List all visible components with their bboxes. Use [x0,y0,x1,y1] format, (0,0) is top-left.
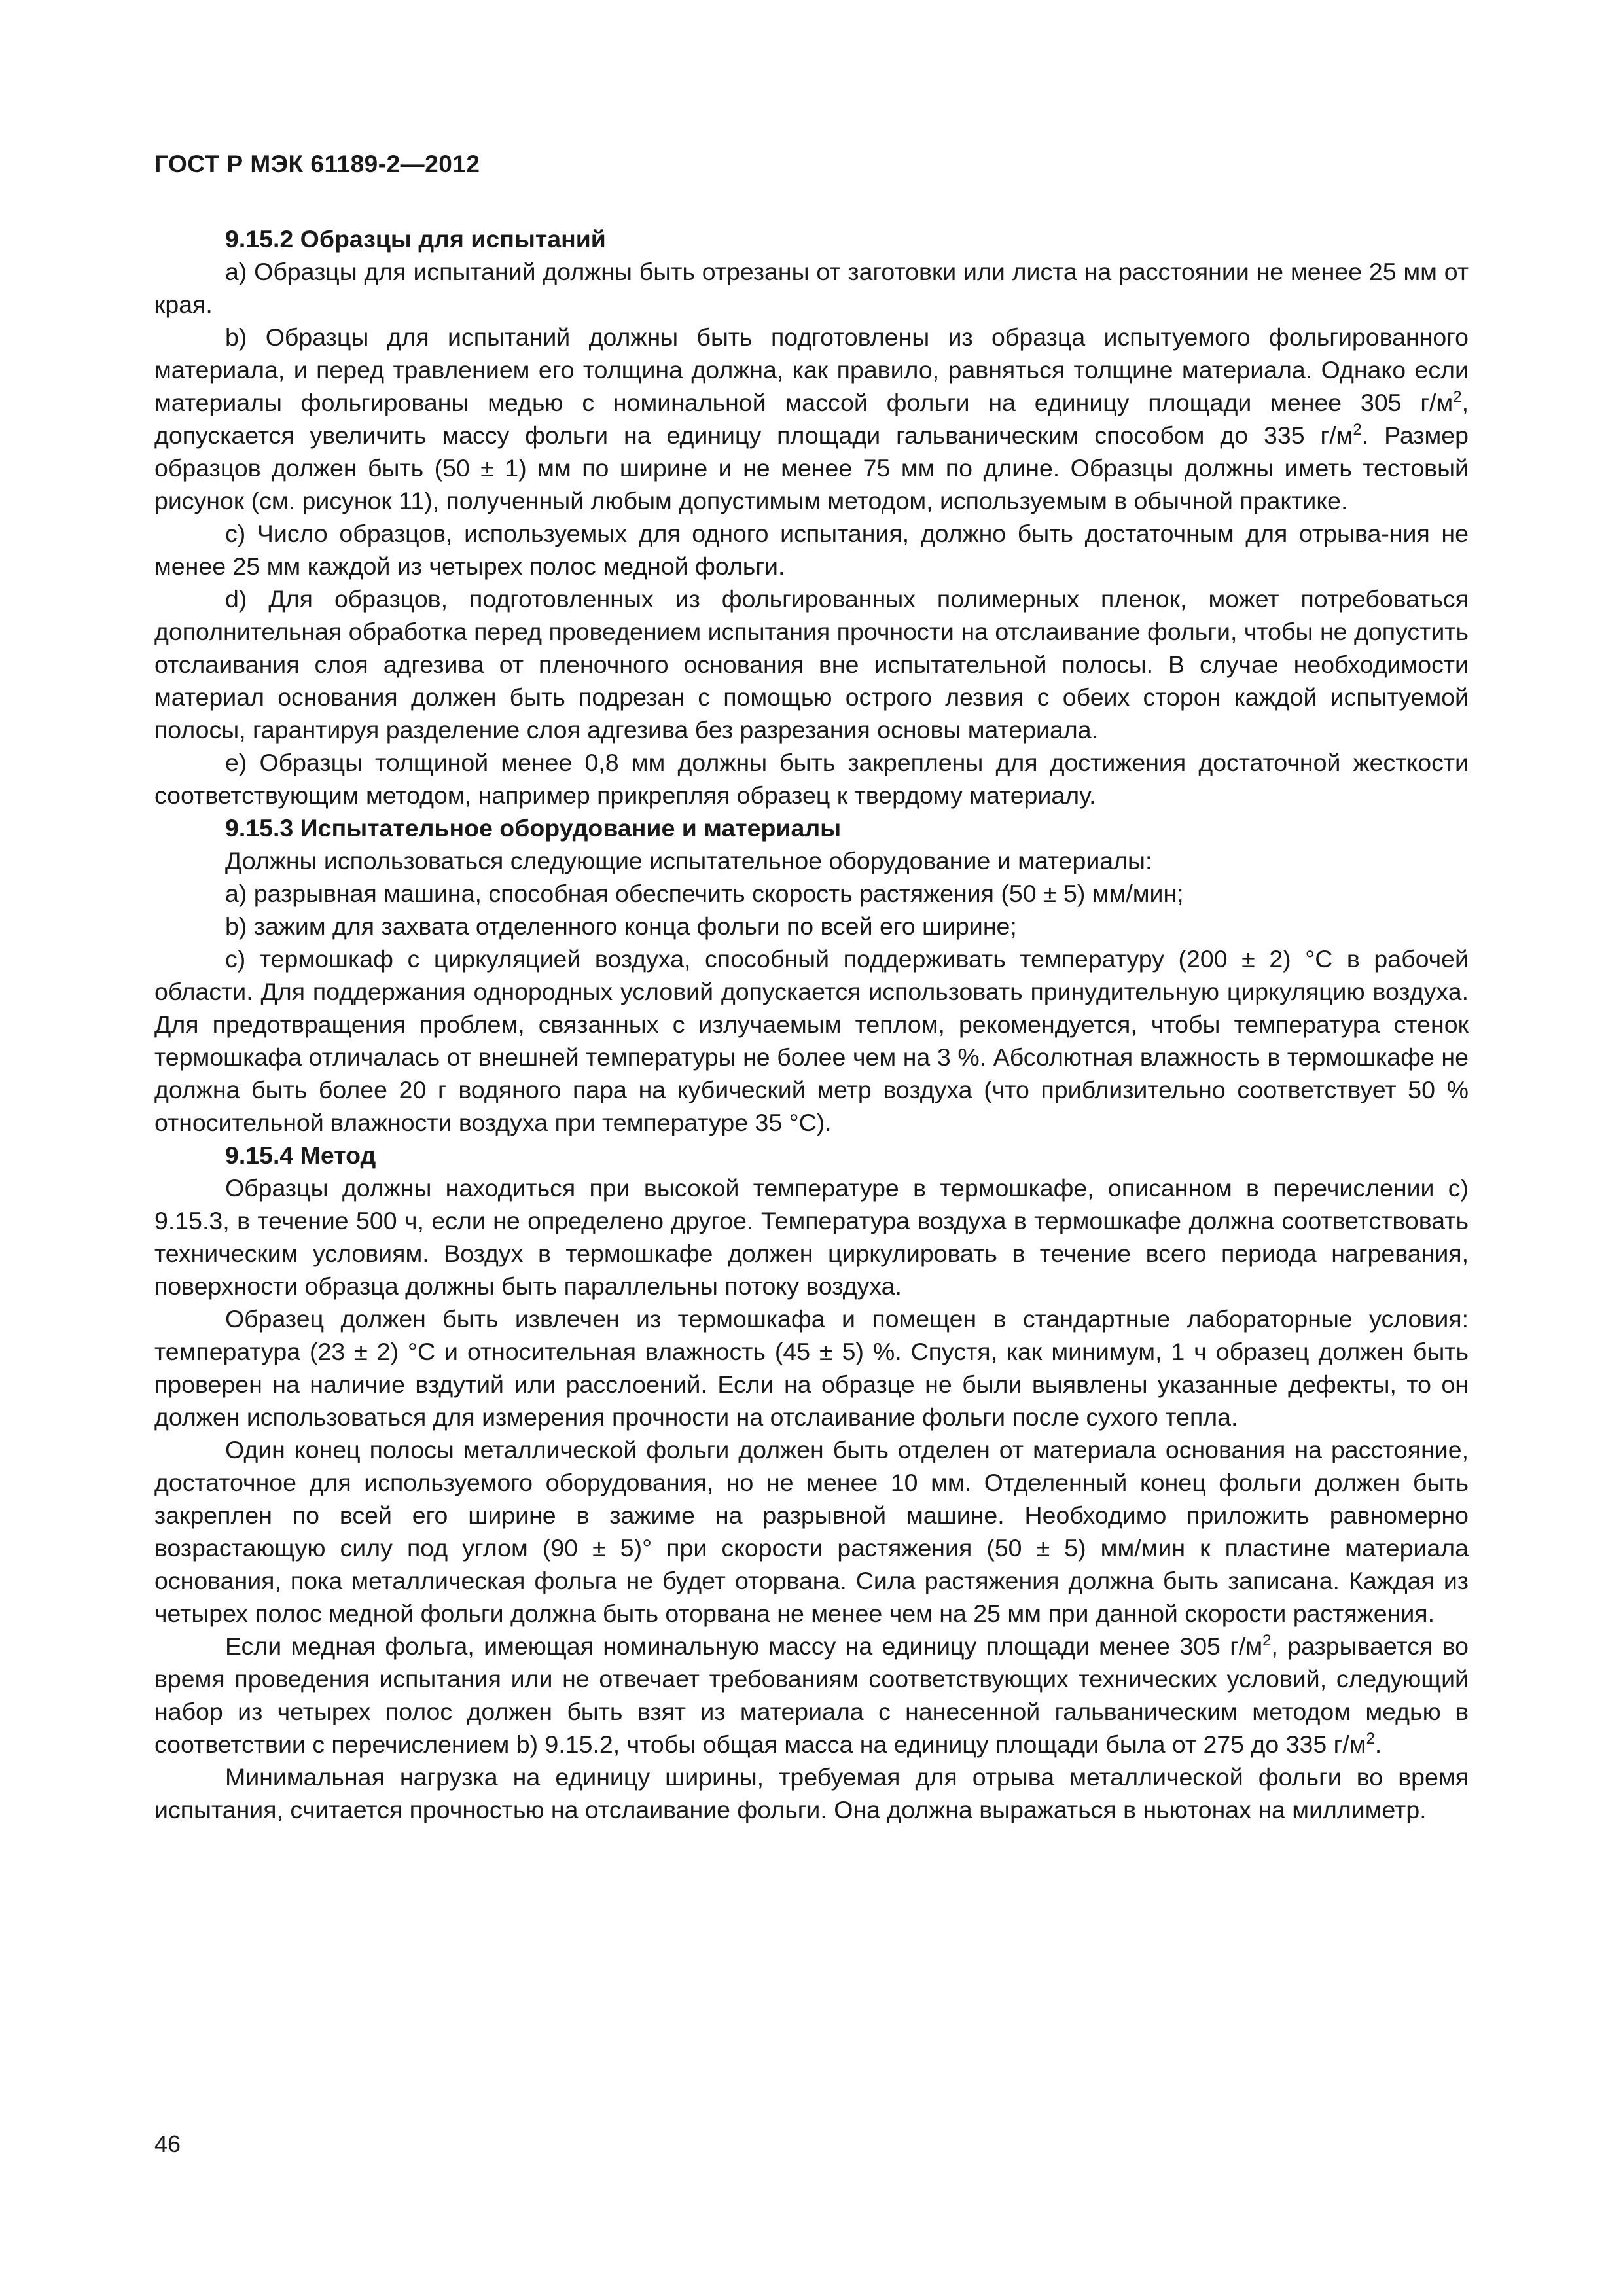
page-number: 46 [154,2130,181,2157]
superscript: 2 [1453,388,1462,406]
document-code-header: ГОСТ Р МЭК 61189-2—2012 [154,151,480,177]
paragraph: b) Образцы для испытаний должны быть подготовлены из образца испытуемого фольгированного материала, и перед травлением его толщина должна, как правило, равняться толщине материала. Однако если материалы фольгированы медью с номинальной массой фольги на единицу площади менее 305 $г/м^2$, допускается увеличить массу фольги на единицу площади гальваническим способом до 335 $г/м^2$. Размер образцов должен быть (50 ± 1) мм по ширине и не менее 75 мм по длине. Образцы должны иметь тестовый рисунок (см. рисунок 11), полученный любым допустимым методом, используемым в обычной практике. [154,323,1469,514]
section-heading: 9.15.3 Испытательное оборудование и материалы [225,814,842,842]
section-heading: 9.15.2 Образцы для испытаний [225,225,606,253]
paragraph: a) Образцы для испытаний должны быть отрезаны от заготовки или листа на расстоянии не менее 25 мм от края. [154,258,1469,318]
paragraph: d) Для образцов, подготовленных из фольгированных полимерных пленок, может потребоваться дополнительная обработка перед проведением испытания прочности на отслаивание фольги, чтобы не допустить отслаивания слоя адгезива от пленочного основания вне испытательной полосы. В случае необходимости материал основания должен быть подрезан с помощью острого лезвия с обеих сторон каждой испытуемой полосы, гарантируя разделение слоя адгезива без разрезания основы материала. [154,585,1469,744]
document-body [154,223,1469,1826]
paragraph: Должны использоваться следующие испытательное оборудование и материалы: [225,847,1152,874]
paragraph: Образцы должны находиться при высокой температуре в термошкафе, описанном в перечислении c) 9.15.3, в течение 500 ч, если не определено другое. Температура воздуха в термошкафе должна соответствовать техническим условиям. Воздух в термошкафе должен циркулировать в течение всего периода нагревания, поверхности образца должны быть параллельны потоку воздуха. [154,1174,1469,1300]
paragraph: Один конец полосы металлической фольги должен быть отделен от материала основания на расстояние, достаточное для используемого оборудования, но не менее 10 мм. Отделенный конец фольги должен быть закреплен по всей его ширине в зажиме на разрывной машине. Необходимо приложить равномерно возрастающую силу под углом (90 ± 5)° при скорости растяжения (50 ± 5) мм/мин к пластине материала основания, пока металлическая фольга не будет оторвана. Сила растяжения должна быть записана. Каждая из четырех полос медной фольги должна быть оторвана не менее чем на 25 мм при данной скорости растяжения. [154,1436,1469,1627]
paragraph: Минимальная нагрузка на единицу ширины, требуемая для отрыва металлической фольги во время испытания, считается прочностью на отслаивание фольги. Она должна выражаться в ньютонах на миллиметр. [154,1763,1469,1823]
paragraph: b) зажим для захвата отделенного конца фольги по всей его ширине; [225,912,1017,940]
paragraph: c) Число образцов, используемых для одного испытания, должно быть достаточным для отрыва-ния не менее 25 мм каждой из четырех полос медной фольги. [154,520,1469,580]
paragraph: a) разрывная машина, способная обеспечить скорость растяжения (50 ± 5) мм/мин; [225,880,1184,907]
superscript: 2 [1262,1632,1272,1649]
paragraph: c) термошкаф с циркуляцией воздуха, способный поддерживать температуру (200 ± 2) °С в рабочей области. Для поддержания однородных условий допускается использовать принудительную циркуляцию воздуха. Для предотвращения проблем, связанных с излучаемым теплом, рекомендуется, чтобы температура стенок термошкафа отличалась от внешней температуры не более чем на 3 %. Абсолютная влажность в термошкафе не должна быть более 20 г водяного пара на кубический метр воздуха (что приблизительно соответствует 50 % относительной влажности воздуха при температуре 35 °С). [154,945,1469,1136]
section-heading: 9.15.4 Метод [225,1141,376,1169]
paragraph: Образец должен быть извлечен из термошкафа и помещен в стандартные лабораторные условия: температура (23 ± 2) °С и относительная влажность (45 ± 5) %. Спустя, как минимум, 1 ч образец должен быть проверен на наличие вздутий или расслоений. Если на образце не были выявлены указанные дефекты, то он должен использоваться для измерения прочности на отслаивание фольги после сухого тепла. [154,1305,1469,1431]
superscript: 2 [1366,1730,1375,1748]
paragraph: e) Образцы толщиной менее 0,8 мм должны быть закреплены для достижения достаточной жесткости соответствующим методом, например прикрепляя образец к твердому материалу. [154,749,1469,809]
superscript: 2 [1353,421,1362,439]
paragraph: Если медная фольга, имеющая номинальную массу на единицу площади менее 305 $г/м^2$, разрывается во время проведения испытания или не отвечает требованиям соответствующих технических условий, следующий набор из четырех полос должен быть взят из материала с нанесенной гальваническим методом медью в соответствии с перечислением b) 9.15.2, чтобы общая масса на единицу площади была от 275 до 335 $г/м^2$. [154,1632,1469,1758]
